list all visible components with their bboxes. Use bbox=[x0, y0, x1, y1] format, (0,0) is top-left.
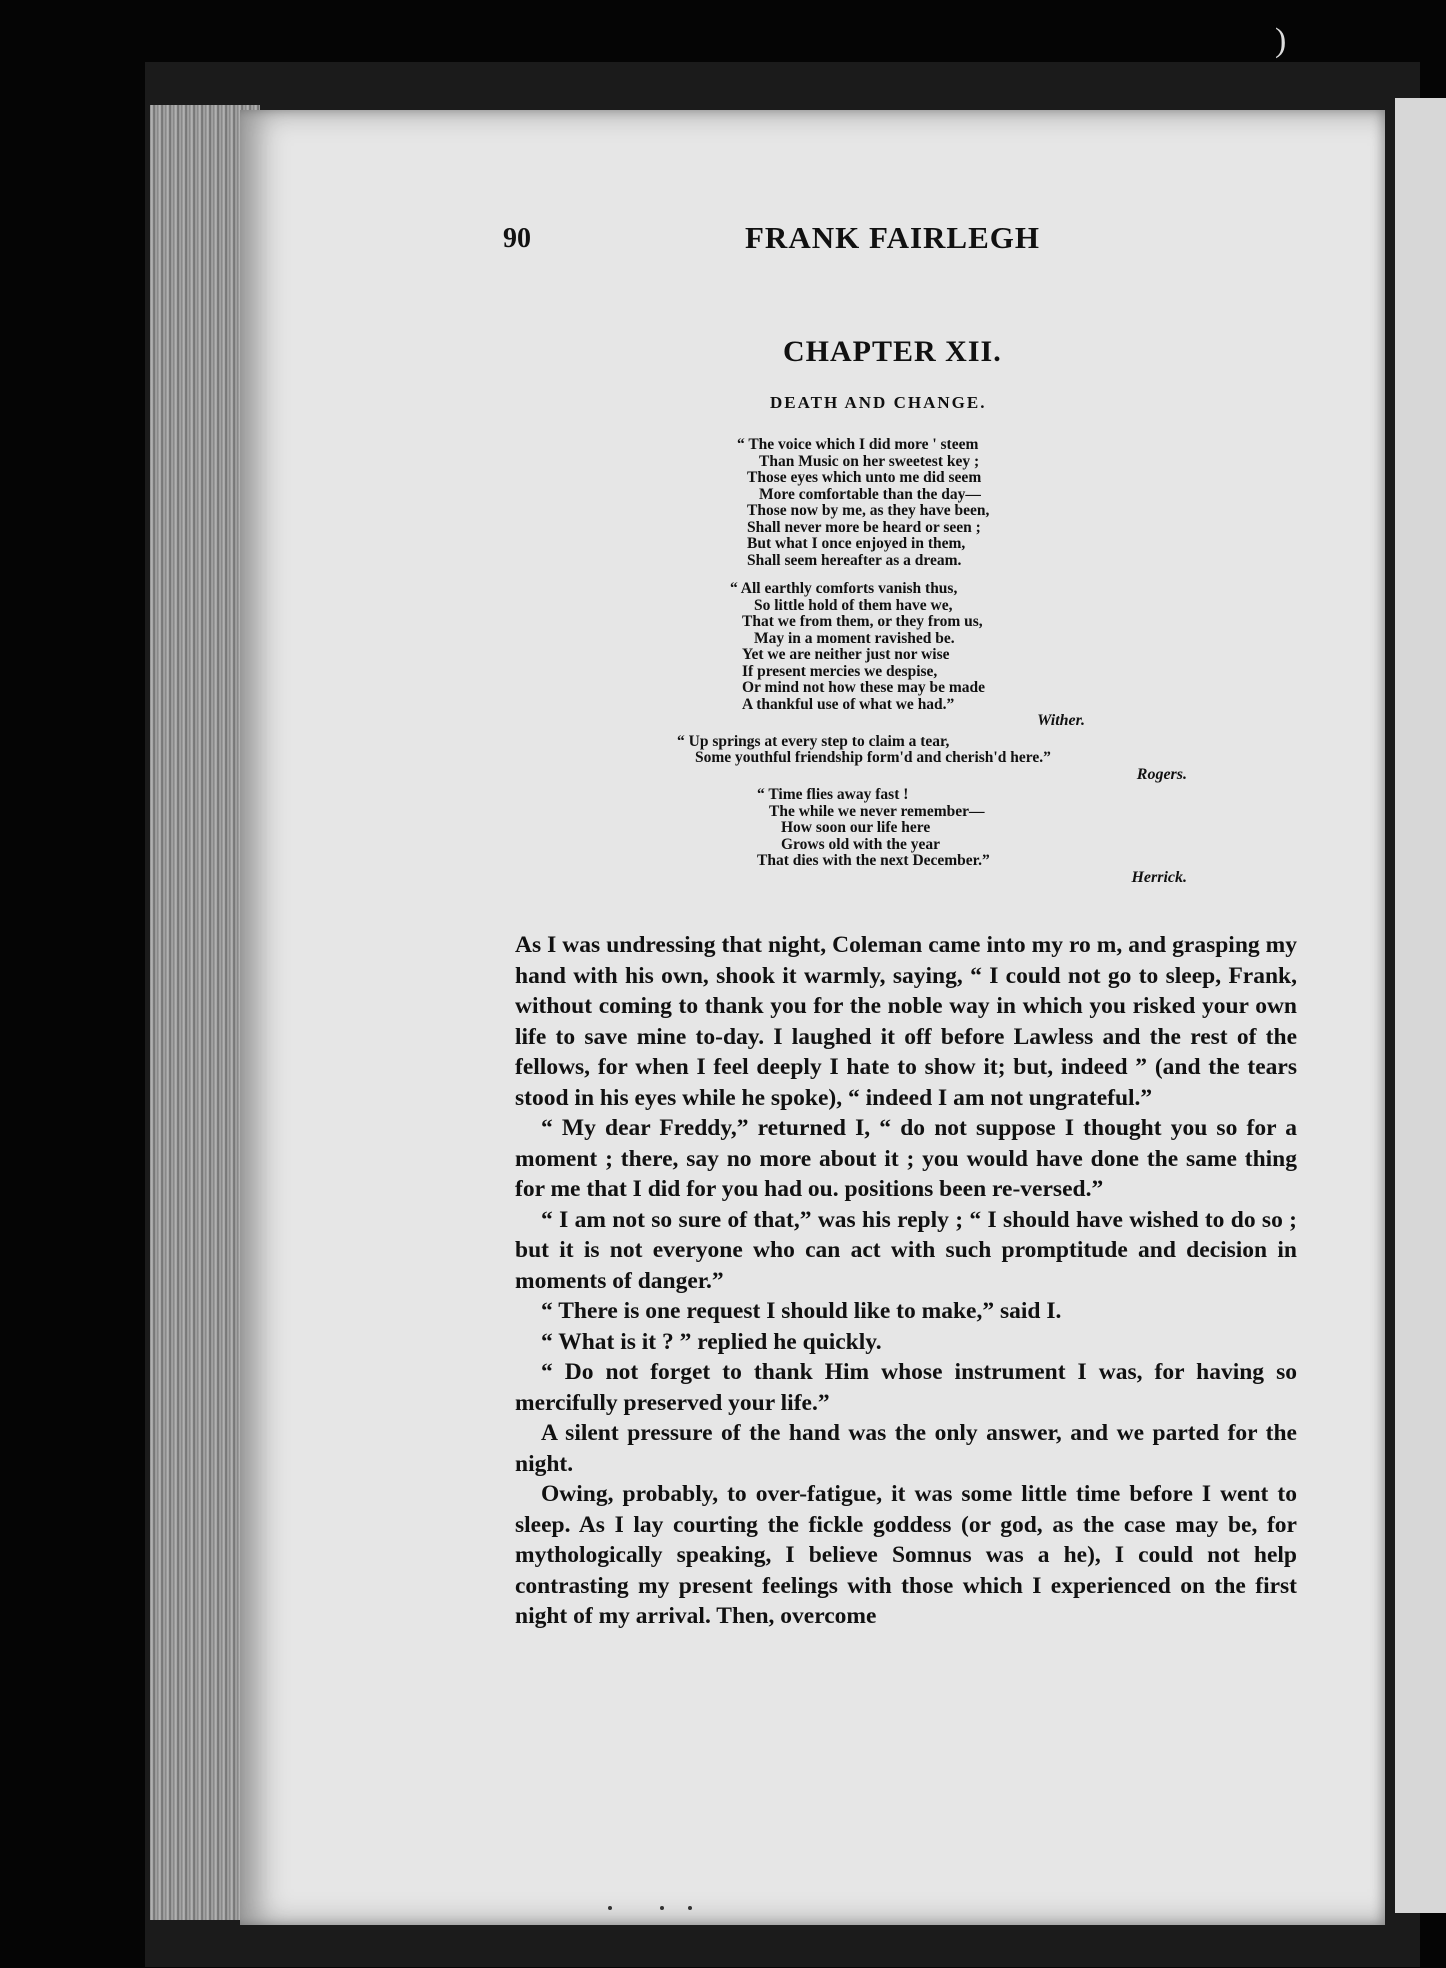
paragraph: “ My dear Freddy,” returned I, “ do not suppose I thought you so for a moment ; there, say no more about it ; you would have done the same thing for me that I did for you had ou. positions been re-versed.” bbox=[515, 1115, 1297, 1202]
epigraph-line: Those eyes which unto me did seem bbox=[747, 469, 982, 486]
epigraph-attribution: Herrick. bbox=[1131, 868, 1187, 886]
running-title: FRANK FAIRLEGH bbox=[745, 220, 1041, 255]
epigraph-line: More comfortable than the day— bbox=[759, 485, 981, 503]
chapter-heading: CHAPTER XII. bbox=[783, 335, 1002, 368]
scan-speck bbox=[688, 1906, 692, 1910]
epigraph-line: “ The voice which I did more ' steem bbox=[737, 436, 979, 453]
epigraph-line: “ Time flies away fast ! bbox=[757, 786, 909, 803]
epigraph-line: Shall never more be heard or seen ; bbox=[747, 518, 981, 536]
epigraph-line: If present mercies we despise, bbox=[742, 662, 938, 680]
epigraph-attribution: Rogers. bbox=[1136, 765, 1187, 783]
epigraph-line: Than Music on her sweetest key ; bbox=[759, 452, 980, 470]
paragraph: As I was undressing that night, Coleman came into my ro m, and grasping my hand with his own, shook it warmly, saying, “ I could not go to sleep, Frank, without coming to thank you for the noble way in which you risked your own life to save mine to-day. I laughed it off before Lawless and the rest of the fellows, for when I feel deeply I hate to show it; but, indeed ” (and the tears stood in his eyes while he spoke), “ indeed I am not ungrateful.” bbox=[515, 932, 1297, 1111]
chapter-title: DEATH AND CHANGE. bbox=[770, 393, 987, 412]
page-text bbox=[503, 205, 1297, 1632]
epigraph-line: May in a moment ravished be. bbox=[754, 629, 955, 647]
epigraph-line: “ Up springs at every step to claim a tear, bbox=[677, 732, 950, 750]
epigraph-line: Yet we are neither just nor wise bbox=[742, 646, 950, 663]
epigraph-line: That dies with the next December.” bbox=[757, 852, 990, 869]
epigraph bbox=[677, 734, 1187, 784]
epigraph bbox=[757, 787, 1187, 886]
epigraph-line: So little hold of them have we, bbox=[754, 596, 953, 614]
paragraph: “ I am not so sure of that,” was his reply ; “ I should have wished to do so ; but it is not everyone who can act with such promptitude and decision in moments of danger.” bbox=[515, 1206, 1297, 1294]
paragraph: Owing, probably, to over-fatigue, it was some little time before I went to sleep. As I lay courting the fickle goddess (or god, as the case may be, for mythologically speaking, I believe Somnus was a he), I could not help contrasting my present feelings with those which I experienced on the first night of my arrival. Then, overcome bbox=[515, 1481, 1297, 1629]
epigraph-line: Some youthful friendship form'd and cherish'd here.” bbox=[695, 749, 1051, 766]
epigraph-attribution: Wither. bbox=[1037, 712, 1085, 729]
paragraph: “ What is it ? ” replied he quickly. bbox=[541, 1328, 882, 1355]
epigraph-line: Grows old with the year bbox=[781, 835, 941, 853]
epigraph bbox=[737, 437, 1067, 569]
scan-speck bbox=[608, 1906, 612, 1910]
running-head bbox=[503, 205, 1297, 255]
epigraph-line: A thankful use of what we had.” bbox=[742, 695, 955, 713]
epigraph-line: The while we never remember— bbox=[769, 802, 985, 820]
paragraph: “ Do not forget to thank Him whose instrument I was, for having so mercifully preserved your life.” bbox=[515, 1359, 1297, 1416]
epigraph-line: Shall seem hereafter as a dream. bbox=[747, 551, 962, 569]
epigraph-line: “ All earthly comforts vanish thus, bbox=[730, 580, 958, 597]
scan-speck bbox=[660, 1906, 664, 1910]
epigraph-line: How soon our life here bbox=[781, 819, 931, 836]
epigraph-line: That we from them, or they from us, bbox=[742, 613, 983, 630]
paragraph: “ There is one request I should like to make,” said I. bbox=[541, 1298, 1062, 1324]
epigraph-line: But what I once enjoyed in them, bbox=[747, 535, 966, 552]
scan-mark: ) bbox=[1275, 22, 1287, 59]
paragraph: A silent pressure of the hand was the only answer, and we parted for the night. bbox=[515, 1420, 1297, 1477]
facing-page-edge bbox=[1395, 98, 1446, 1913]
chapter-body bbox=[515, 930, 1297, 1632]
epigraph bbox=[730, 581, 1085, 730]
epigraph-line: Or mind not how these may be made bbox=[742, 679, 985, 696]
epigraph-line: Those now by me, as they have been, bbox=[747, 502, 990, 519]
page-number: 90 bbox=[503, 223, 531, 254]
